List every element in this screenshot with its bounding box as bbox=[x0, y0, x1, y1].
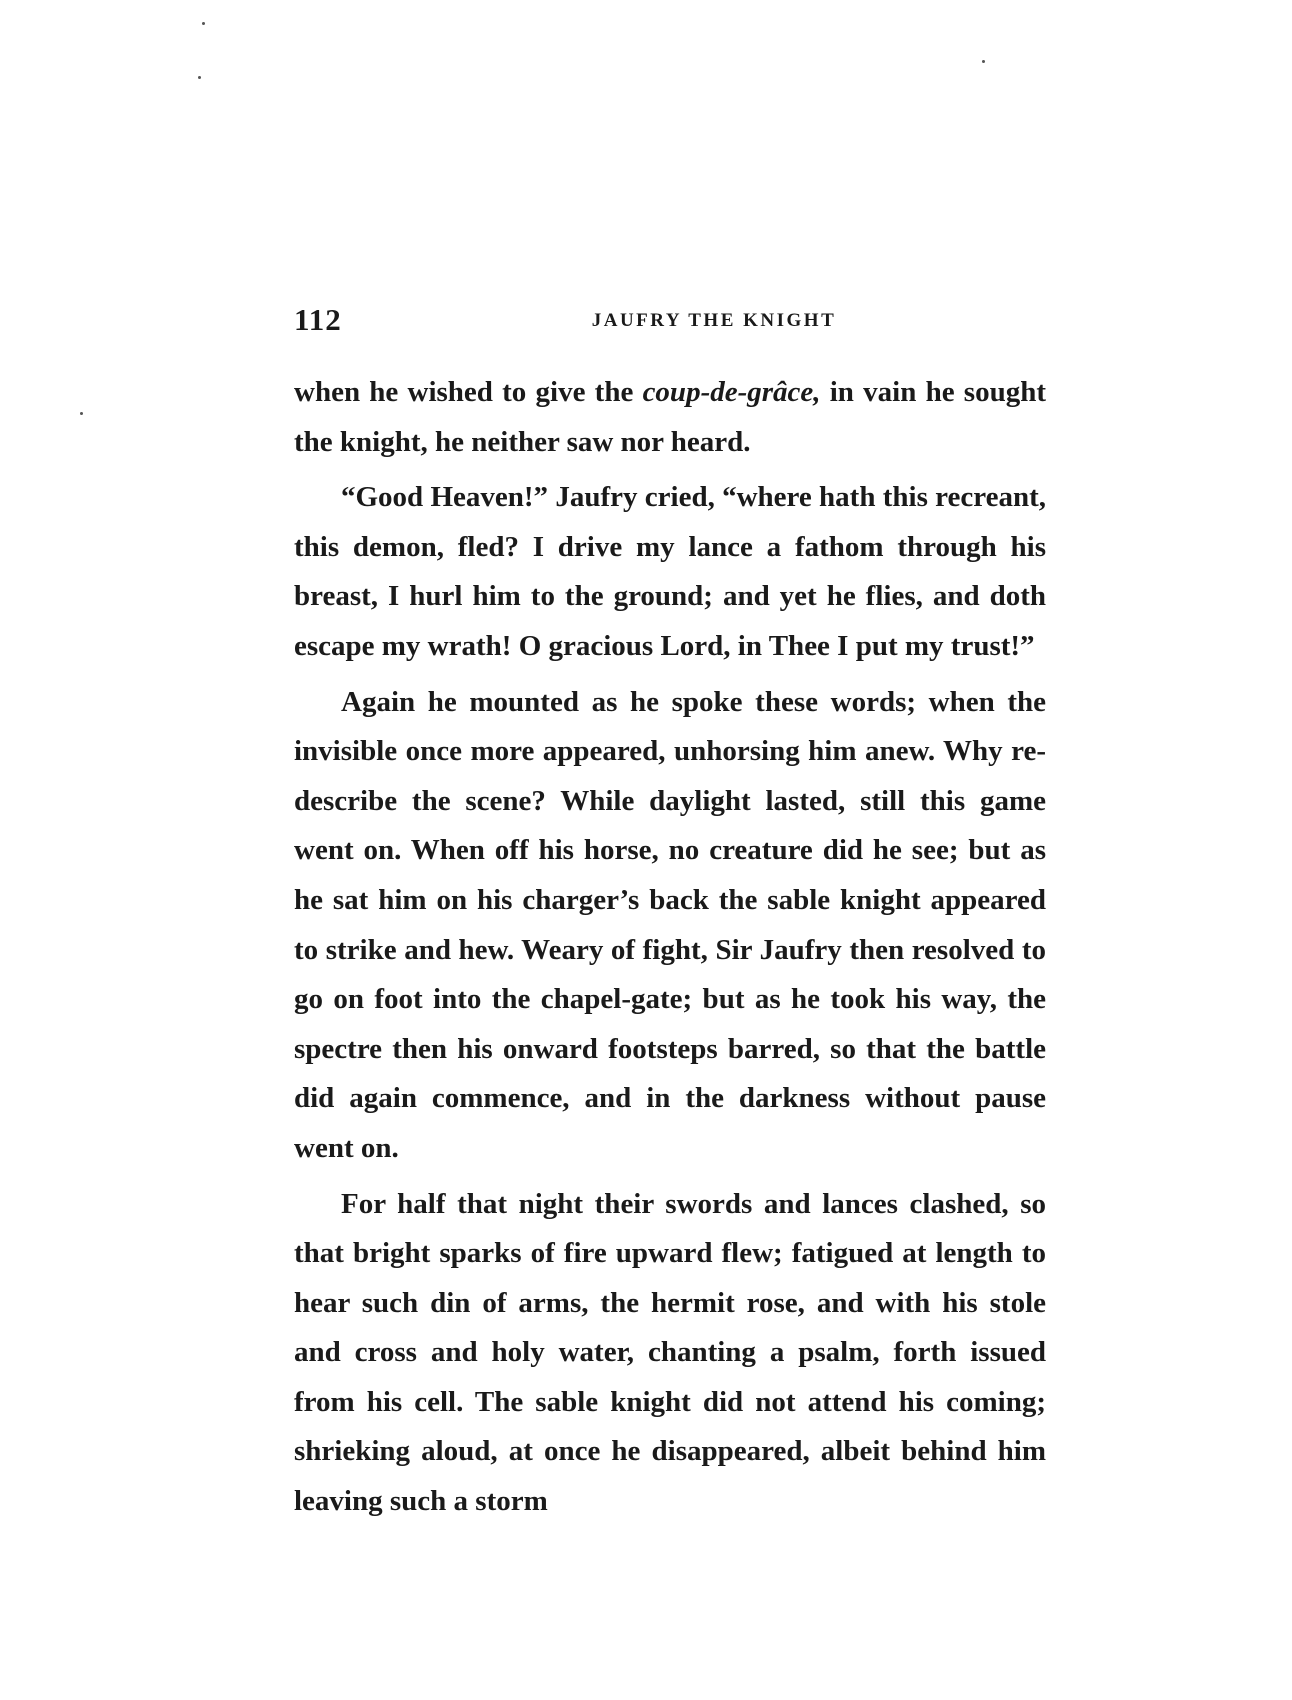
italic-phrase: coup-de-grâce, bbox=[642, 376, 821, 408]
scan-speck bbox=[202, 22, 205, 25]
body-text bbox=[294, 368, 1046, 1527]
paragraph-1-start: when he wished to give the bbox=[294, 376, 643, 408]
page-number: 112 bbox=[294, 302, 342, 337]
paragraph-1 bbox=[294, 368, 1046, 467]
scan-speck bbox=[982, 60, 985, 63]
paragraph-1-end: in vain he sought the knight, he neither saw nor heard. bbox=[294, 376, 1046, 458]
scan-speck bbox=[198, 76, 201, 79]
paragraph-3: Again he mounted as he spoke these words; when the invisible once more appeared, unhorsing him anew. Why re-describe the scene? While daylight lasted, still this game went on. When off his horse, no creature did he see; but as he sat him on his charger’s back the sable knight appeared to strike and hew. Weary of fight, Sir Jaufry then resolved to go on foot into the chapel-gate; but as he took his way, the spectre then his onward footsteps barred, so that the battle did again commence, and in the darkness without pause went on. bbox=[294, 685, 1046, 1164]
running-head: JAUFRY THE KNIGHT bbox=[591, 310, 837, 331]
scan-speck bbox=[80, 412, 83, 415]
page-header bbox=[294, 302, 1054, 342]
paragraph-2: “Good Heaven!” Jaufry cried, “where hath this recreant, this demon, fled? I drive my lance a fathom through his breast, I hurl him to the ground; and yet he flies, and doth escape my wrath! O gracious Lord, in Thee I put my trust!” bbox=[294, 481, 1046, 662]
paragraph-4: For half that night their swords and lances clashed, so that bright sparks of fire upward flew; fatigued at length to hear such din of arms, the hermit rose, and with his stole and cross and holy water, chanting a psalm, forth issued from his cell. The sable knight did not attend his coming; shrieking aloud, at once he disappeared, albeit behind him leaving such a storm bbox=[294, 1187, 1046, 1518]
